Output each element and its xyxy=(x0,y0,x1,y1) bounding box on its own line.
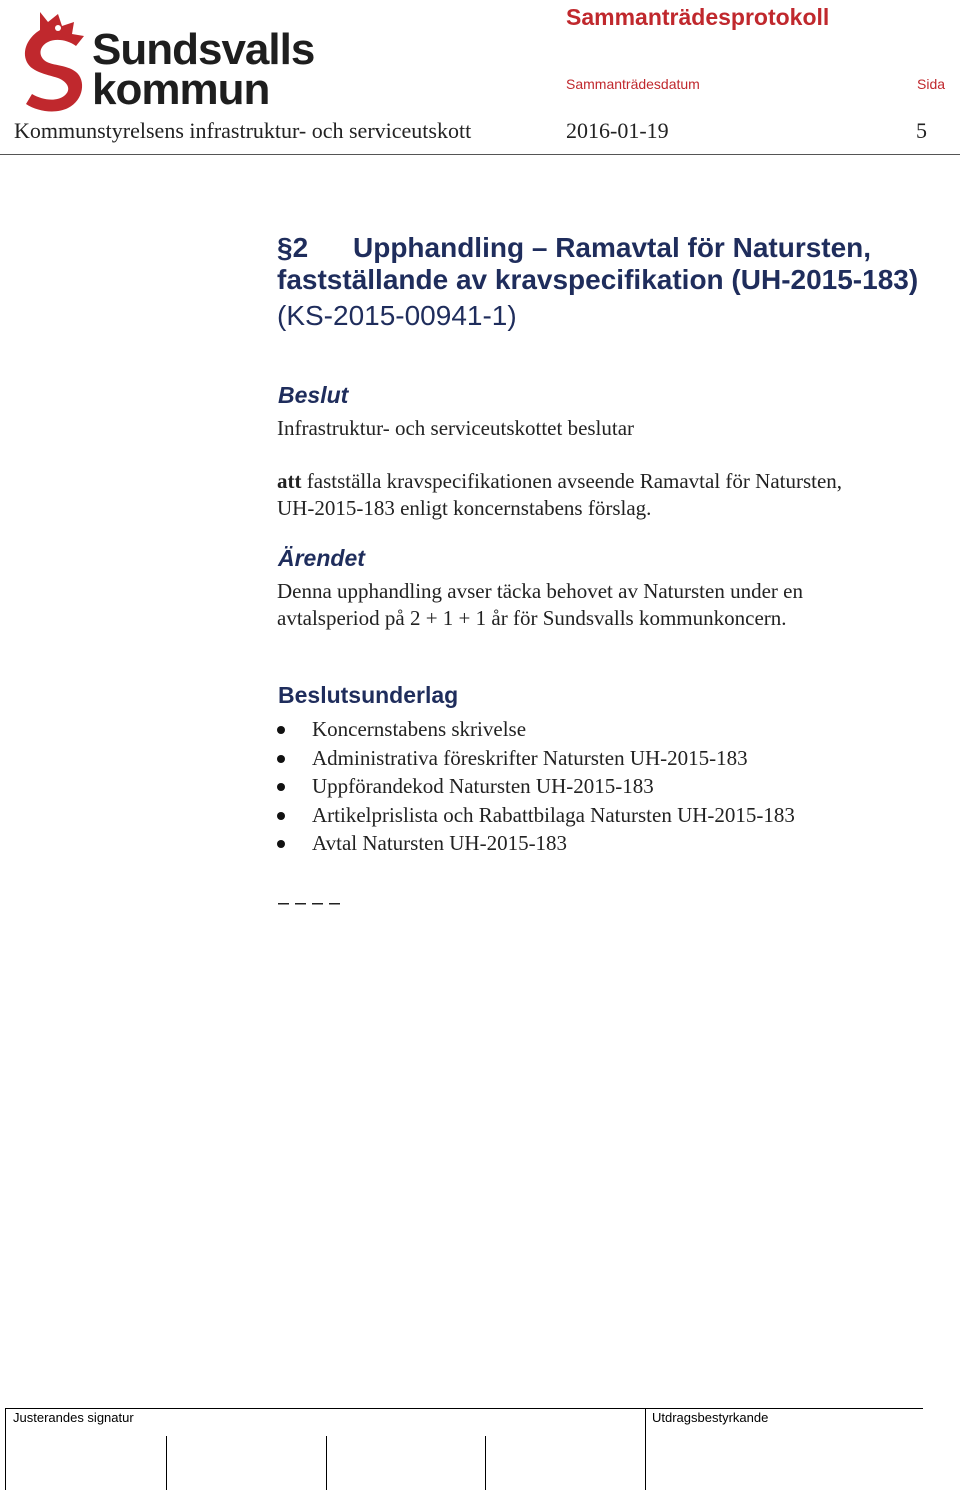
signature-footer-box xyxy=(5,1408,923,1490)
logo-wordmark xyxy=(92,25,315,114)
list-item: Artikelprislista och Rabattbilaga Natursten UH-2015-183 xyxy=(277,802,795,831)
arendet-heading: Ärendet xyxy=(278,545,365,571)
end-of-item-dashes xyxy=(278,903,342,905)
signature-label: Justerandes signatur xyxy=(13,1410,134,1425)
logo-text-line1: Sundsvalls xyxy=(92,25,315,74)
dragon-emblem-icon xyxy=(25,12,84,111)
att-keyword: att xyxy=(277,469,302,493)
beslutsunderlag-heading: Beslutsunderlag xyxy=(278,682,459,708)
item-title xyxy=(277,232,918,296)
arendet-text xyxy=(277,578,803,632)
arendet-line-1: Denna upphandling avser täcka behovet av Natursten under en xyxy=(277,579,803,603)
beslut-intro: Infrastruktur- och serviceutskottet beslutar xyxy=(277,416,635,440)
list-item: Administrativa föreskrifter Natursten UH-2015-183 xyxy=(277,745,795,774)
title-line-2: fastställande av kravspecifikation (UH-2015-183) xyxy=(277,264,919,295)
title-line-1: Upphandling – Ramavtal för Natursten, xyxy=(353,232,872,263)
section-number: §2 xyxy=(277,232,309,263)
case-number: (KS-2015-00941-1) xyxy=(277,300,517,331)
bullet-icon xyxy=(277,755,285,763)
bullet-icon xyxy=(277,726,285,734)
beslut-line-1: fastställa kravspecifikationen avseende Ramavtal för Natursten, xyxy=(306,469,843,493)
extract-certification-label: Utdragsbestyrkande xyxy=(652,1410,769,1425)
meeting-date: 2016-01-19 xyxy=(566,118,669,143)
bullet-icon xyxy=(277,840,285,848)
meeting-date-label: Sammanträdesdatum xyxy=(566,76,700,92)
beslut-heading: Beslut xyxy=(278,382,349,408)
beslut-text xyxy=(277,468,842,522)
beslut-line-2: UH-2015-183 enligt koncernstabens förslag. xyxy=(277,496,652,520)
logo-text-line2: kommun xyxy=(92,65,270,114)
header-divider xyxy=(0,154,960,155)
committee-name: Kommunstyrelsens infrastruktur- och serviceutskott xyxy=(14,118,472,143)
bullet-icon xyxy=(277,783,285,791)
list-item: Koncernstabens skrivelse xyxy=(277,716,795,745)
list-item: Avtal Natursten UH-2015-183 xyxy=(277,830,795,859)
list-item: Uppförandekod Natursten UH-2015-183 xyxy=(277,773,795,802)
page-number: 5 xyxy=(916,118,927,143)
page-label: Sida xyxy=(917,76,946,92)
arendet-line-2: avtalsperiod på 2 + 1 + 1 år för Sundsvalls kommunkoncern. xyxy=(277,606,787,630)
document-type: Sammanträdesprotokoll xyxy=(566,4,830,30)
bullet-icon xyxy=(277,812,285,820)
beslutsunderlag-list xyxy=(277,716,795,859)
